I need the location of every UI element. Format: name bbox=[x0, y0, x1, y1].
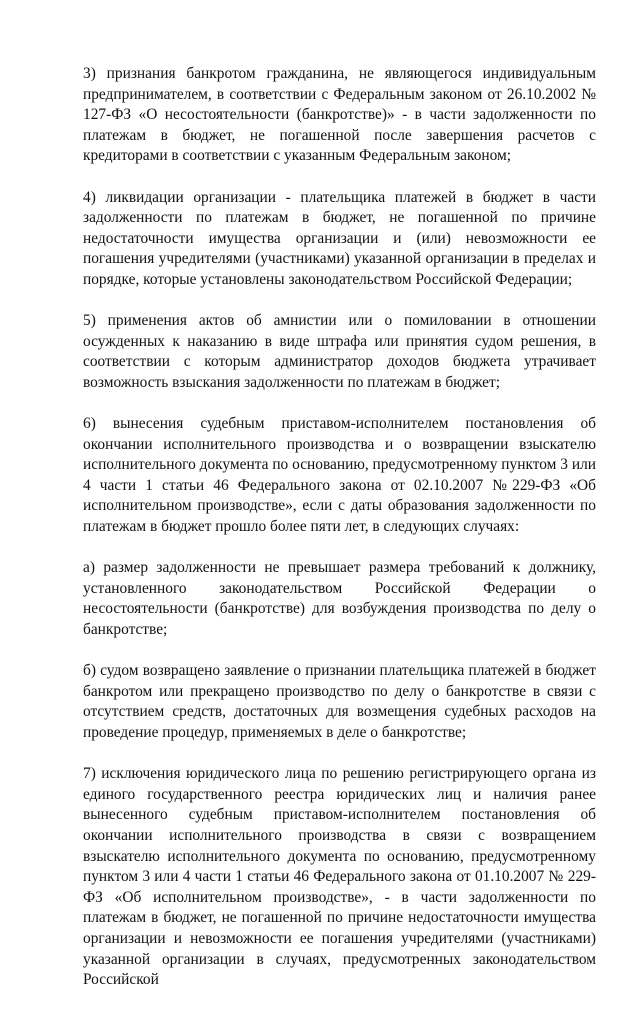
paragraph-subitem-b: б) судом возвращено заявление о признании плательщика платежей в бюджет банкротом или прекращено производство по делу о банкротстве в связи с отсутствием средств, достаточных для возмещения судебных расходов на проведение процедур, применяемых в деле о банкротстве; bbox=[83, 662, 596, 741]
paragraph-item-4: 4) ликвидации организации - плательщика платежей в бюджет в части задолженности по платежам в бюджет, не погашенной по причине недостаточности имущества организации и (или) невозможности ее погашения учредителями (участниками) указанной организации в пределах и порядке, которые установлены законодательством Российской Федерации; bbox=[83, 188, 596, 288]
paragraph-subitem-a: а) размер задолженности не превышает размера требований к должнику, установленного законодательством Российской Федерации о несостоятельности (банкротстве) для возбуждения производства по делу о банкротстве; bbox=[83, 559, 596, 639]
document-body bbox=[83, 64, 596, 1011]
paragraph-item-6: 6) вынесения судебным приставом-исполнителем постановления об окончании исполнительного производства и о возвращении взыскателю исполнительного документа по основанию, предусмотренному пунктом 3 или 4 части 1 статьи 46 Федерального закона от 02.10.2007 №229-ФЗ «Об исполнительном производстве», если с даты образования задолженности по платежам в бюджет прошло более пяти лет, в следующих случаях: bbox=[83, 415, 596, 536]
paragraph-item-7: 7) исключения юридического лица по решению регистрирующего органа из единого государственного реестра юридических лиц и наличия ранее вынесенного судебным приставом-исполнителем постановления об окончании исполнительного производства в связи с возвращением взыскателю исполнительного документа по основанию, предусмотренному пунктом 3 или 4 части 1 статьи 46 Федерального закона от 01.10.2007 № 229-ФЗ «Об исполнительном производстве», - в части задолженности по платежам в бюджет, не погашенной по причине недостаточности имущества организации и невозможности ее погашения учредителями (участниками) указанной организации в случаях, предусмотренных законодательством Российской bbox=[83, 765, 596, 989]
paragraph-item-5: 5) применения актов об амнистии или о помиловании в отношении осужденных к наказанию в виде штрафа или принятия судом решения, в соответствии с которым администратор доходов бюджета утрачивает возможность взыскания задолженности по платежам в бюджет; bbox=[83, 312, 596, 391]
paragraph-item-3: 3) признания банкротом гражданина, не являющегося индивидуальным предпринимателем, в соответствии с Федеральным законом от 26.10.2002 № 127-ФЗ «О несостоятельности (банкротстве)» - в части задолженности по платежам в бюджет, не погашенной после завершения расчетов с кредиторами в соответствии с указанным Федеральным законом; bbox=[83, 65, 596, 165]
